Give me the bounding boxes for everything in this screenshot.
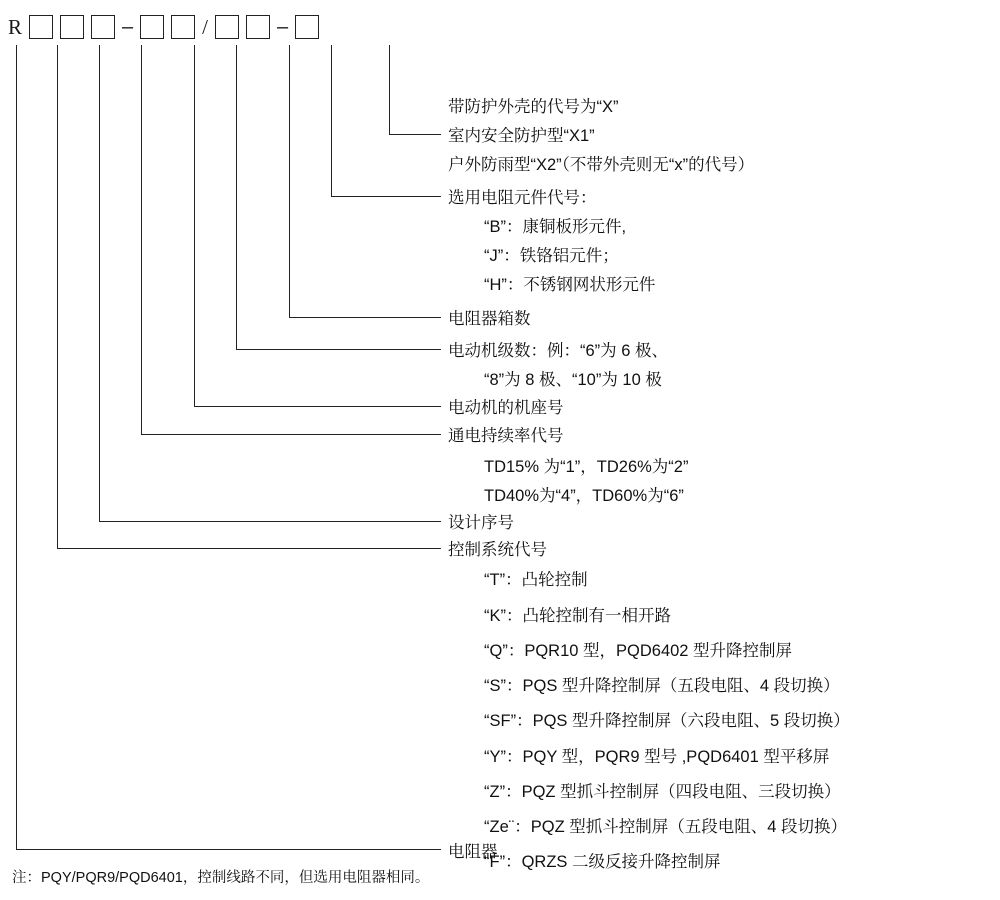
leader-line-box5-horizontal bbox=[236, 349, 441, 350]
callout-control-system: 控制系统代号 bbox=[448, 541, 547, 559]
code-prefix-letter: R bbox=[8, 14, 23, 39]
callout-duty-1: TD15% 为“1”，TD26%为“2” bbox=[484, 458, 689, 476]
callout-resistor: 电阻器 bbox=[448, 843, 498, 861]
code-dash-1: – bbox=[122, 16, 134, 38]
callout-ctrl-s: “S”：PQS 型升降控制屏（五段电阻、4 段切换） bbox=[484, 677, 840, 695]
callout-motor-frame: 电动机的机座号 bbox=[448, 399, 564, 417]
code-row bbox=[8, 10, 326, 44]
footnote: 注：PQY/PQR9/PQD6401，控制线路不同，但选用电阻器相同。 bbox=[12, 870, 430, 886]
leader-line-box1-vertical bbox=[57, 45, 58, 549]
leader-line-box4-vertical bbox=[194, 45, 195, 407]
callout-duty-code: 通电持续率代号 bbox=[448, 427, 564, 445]
code-box-7[interactable] bbox=[246, 15, 270, 39]
callout-ctrl-sf: “SF”：PQS 型升降控制屏（六段电阻、5 段切换） bbox=[484, 712, 850, 730]
code-box-6[interactable] bbox=[215, 15, 239, 39]
code-box-3[interactable] bbox=[91, 15, 115, 39]
callout-element-code: 选用电阻元件代号： bbox=[448, 189, 597, 207]
callout-ctrl-t: “T”：凸轮控制 bbox=[484, 571, 588, 589]
leader-line-box5-vertical bbox=[236, 45, 237, 350]
leader-line-prefix-vertical bbox=[16, 45, 17, 850]
leader-line-box7-horizontal bbox=[331, 196, 441, 197]
leader-line-box6-vertical bbox=[289, 45, 290, 318]
leader-line-box7-vertical bbox=[331, 45, 332, 197]
leader-line-prefix-horizontal bbox=[16, 849, 441, 850]
code-box-8[interactable] bbox=[295, 15, 319, 39]
leader-line-box2-vertical bbox=[99, 45, 100, 522]
callout-ctrl-z: “Z”：PQZ 型抓斗控制屏（四段电阻、三段切换） bbox=[484, 783, 841, 801]
leader-line-box6-horizontal bbox=[289, 317, 441, 318]
callout-motor-poles: 电动机级数：例：“6”为 6 极、 bbox=[448, 342, 669, 360]
callout-ctrl-ze: “Ze¨：PQZ 型抓斗控制屏（五段电阻、4 段切换） bbox=[484, 818, 848, 836]
callout-element-b: “B”：康铜板形元件, bbox=[484, 218, 627, 236]
callout-ctrl-y: “Y”：PQY 型，PQR9 型号 ,PQD6401 型平移屏 bbox=[484, 748, 830, 766]
leader-line-box1-horizontal bbox=[57, 548, 441, 549]
callout-ctrl-q: “Q”：PQR10 型，PQD6402 型升降控制屏 bbox=[484, 642, 793, 660]
callout-outdoor-x2: 户外防雨型“X2”（不带外壳则无“x”的代号） bbox=[448, 156, 755, 174]
code-dash-2: – bbox=[276, 16, 289, 38]
callout-element-j: “J”：铁铬铝元件； bbox=[484, 247, 619, 265]
callout-design-serial: 设计序号 bbox=[448, 514, 514, 532]
callout-ctrl-k: “K”：凸轮控制有一相开路 bbox=[484, 607, 671, 625]
code-box-1[interactable] bbox=[29, 15, 53, 39]
leader-line-box8-vertical bbox=[389, 45, 390, 135]
leader-line-box3-horizontal bbox=[141, 434, 441, 435]
code-box-4[interactable] bbox=[140, 15, 164, 39]
callout-indoor-x1: 室内安全防护型“X1” bbox=[448, 127, 595, 145]
callout-motor-poles-2: “8”为 8 极、“10”为 10 极 bbox=[484, 371, 662, 389]
code-slash: / bbox=[202, 14, 208, 39]
code-box-2[interactable] bbox=[60, 15, 84, 39]
leader-line-box4-horizontal bbox=[194, 406, 441, 407]
callout-enclosure-x: 带防护外壳的代号为“X” bbox=[448, 98, 619, 116]
leader-line-box3-vertical bbox=[141, 45, 142, 435]
callout-ctrl-f: “F”：QRZS 二级反接升降控制屏 bbox=[484, 853, 721, 871]
leader-line-box2-horizontal bbox=[99, 521, 441, 522]
code-box-5[interactable] bbox=[171, 15, 195, 39]
callout-box-count: 电阻器箱数 bbox=[448, 310, 531, 328]
callout-element-h: “H”：不锈钢网状形元件 bbox=[484, 276, 656, 294]
leader-line-box8-horizontal bbox=[389, 134, 441, 135]
callout-duty-2: TD40%为“4”，TD60%为“6” bbox=[484, 487, 684, 505]
